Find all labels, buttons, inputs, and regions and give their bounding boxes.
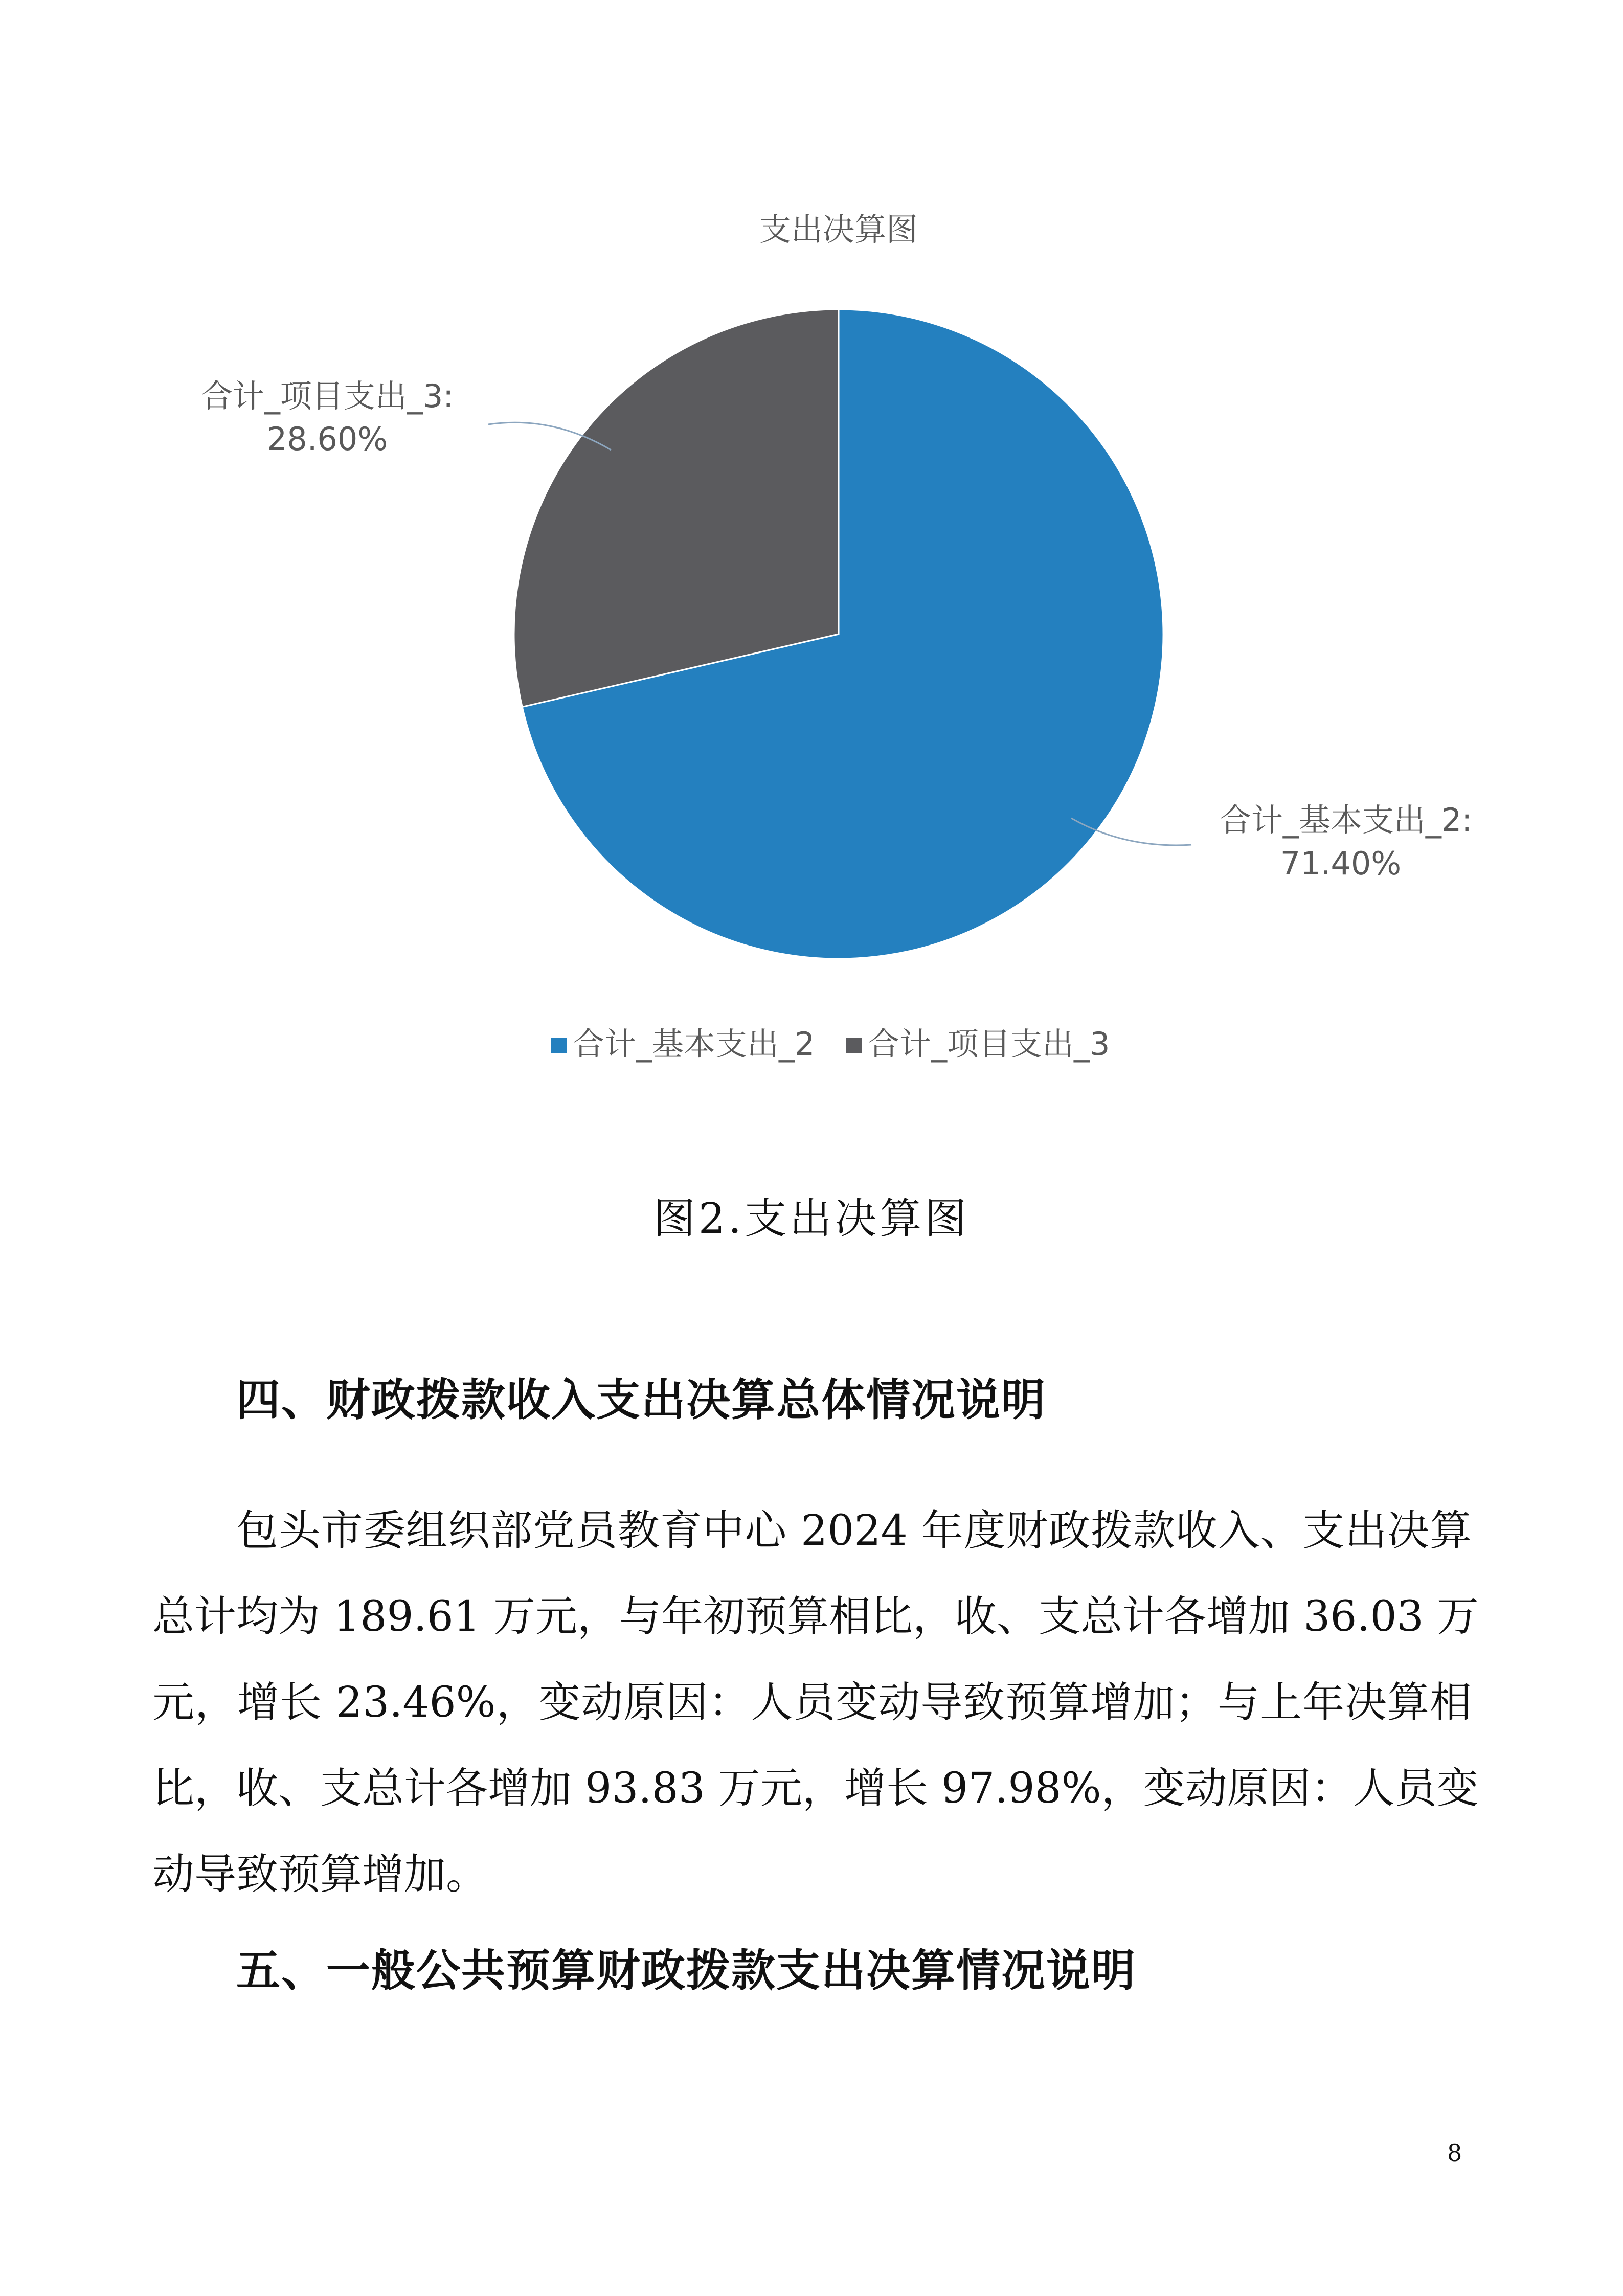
data-label-project bbox=[201, 377, 454, 458]
legend-swatch-project bbox=[846, 1038, 862, 1053]
figure-caption: 图2.支出决算图 bbox=[653, 1195, 970, 1243]
data-label-project-percent: 28.60% bbox=[266, 420, 388, 458]
chart-legend bbox=[551, 1025, 1110, 1063]
paragraph-line: 动导致预算增加。 bbox=[152, 1850, 488, 1899]
section-4-heading: 四、财政拨款收入支出决算总体情况说明 bbox=[236, 1375, 1046, 1426]
legend-swatch-basic bbox=[551, 1038, 567, 1053]
paragraph-line: 包头市委组织部党员教育中心 2024 年度财政拨款收入、支出决算 bbox=[236, 1506, 1472, 1555]
pie-slices bbox=[514, 309, 1163, 959]
data-label-basic-percent: 71.40% bbox=[1280, 845, 1402, 882]
data-label-basic-name: 合计_基本支出_2: bbox=[1219, 801, 1473, 839]
legend-label-project: 合计_项目支出_3 bbox=[868, 1025, 1110, 1063]
data-label-basic bbox=[1220, 801, 1472, 882]
expenditure-pie-chart bbox=[0, 0, 1623, 1125]
page-number: 8 bbox=[1447, 2139, 1462, 2167]
paragraph-line: 比，收、支总计各增加 93.83 万元，增长 97.98%，变动原因：人员变 bbox=[152, 1764, 1479, 1813]
paragraph-line: 总计均为 189.61 万元，与年初预算相比，收、支总计各增加 36.03 万 bbox=[152, 1592, 1479, 1641]
section-4-paragraph bbox=[152, 1488, 1479, 1918]
paragraph-line: 元，增长 23.46%，变动原因：人员变动导致预算增加；与上年决算相 bbox=[152, 1678, 1472, 1727]
legend-label-basic: 合计_基本支出_2 bbox=[573, 1025, 815, 1063]
data-label-project-name: 合计_项目支出_3: bbox=[200, 377, 454, 415]
chart-title: 支出决算图 bbox=[759, 211, 918, 248]
section-5-heading: 五、一般公共预算财政拨款支出决算情况说明 bbox=[236, 1945, 1136, 1996]
